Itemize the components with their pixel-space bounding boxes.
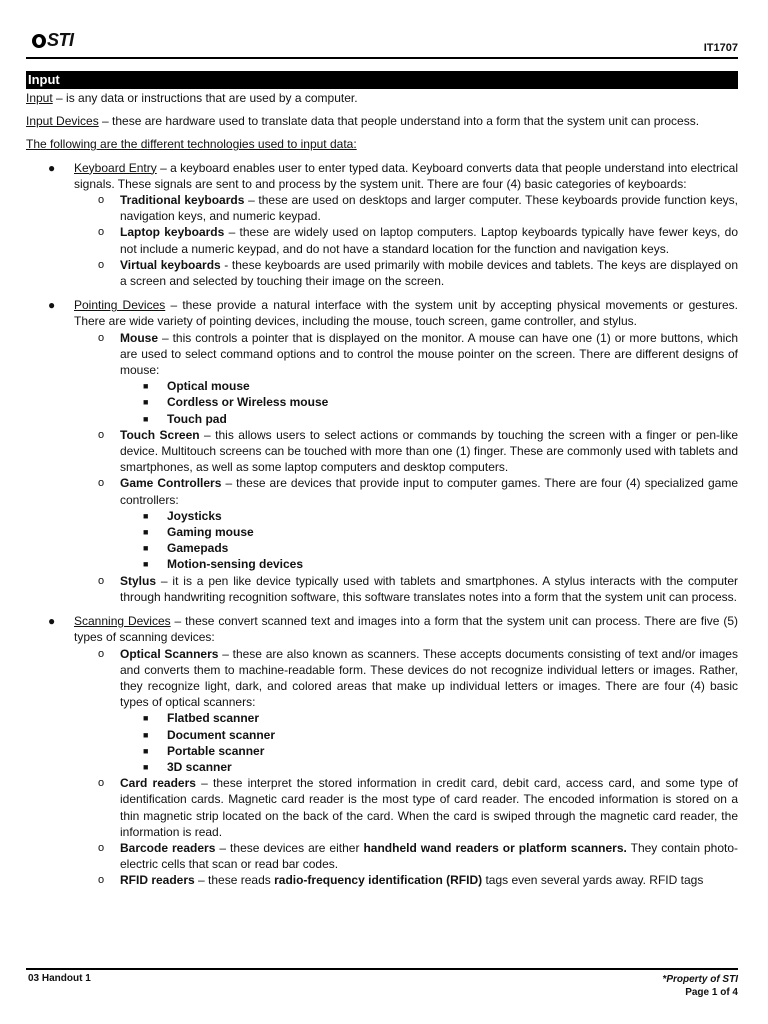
sub-item-card-readers: o Card readers – these interpret the stored information in credit card, debit card, access card, and some type of identification cards. Magnetic card reader is the most type of card reader. The encoded information is stored on a thin magnetic strip located on the back of the card. When the card is swiped through the magnetic card reader, the information is read.	[98, 776, 739, 839]
handout-label: 03 Handout 1	[28, 973, 91, 984]
square-bullet-icon: ■	[143, 381, 149, 392]
square-bullet-icon: ■	[143, 729, 149, 740]
square-bullet-icon: ■	[143, 543, 149, 554]
section-title: Input	[26, 71, 738, 89]
input-devices-definition: Input Devices – these are hardware used to translate data that people understand into a form that the system unit can process.	[26, 114, 700, 129]
list-item: ■ Joysticks	[143, 508, 222, 523]
circle-bullet-icon: o	[98, 428, 105, 441]
square-bullet-icon: ■	[143, 761, 149, 772]
square-bullet-icon: ■	[143, 559, 149, 570]
sti-logo	[32, 30, 74, 51]
circle-bullet-icon: o	[98, 647, 105, 660]
bullet-scanning-devices: ● Scanning Devices – these convert scanned text and images into a form that the system unit can process. There are five (5) types of scanning devices:	[48, 614, 738, 645]
property-notice: *Property of STI	[662, 974, 738, 985]
circle-bullet-icon: o	[98, 194, 105, 207]
list-item: ■ Document scanner	[143, 727, 276, 742]
circle-bullet-icon: o	[98, 574, 105, 587]
square-bullet-icon: ■	[143, 413, 149, 424]
bullet-icon: ●	[48, 614, 56, 629]
course-code: IT1707	[703, 42, 738, 54]
sub-item-rfid-readers: o RFID readers – these reads radio-frequency identification (RFID) tags even several yards away. RFID tags	[98, 873, 704, 888]
sub-item-barcode-readers: o Barcode readers – these devices are either handheld wand readers or platform scanners. They contain photo-electric cells that scan or read bar codes.	[98, 840, 739, 872]
footer-right	[662, 973, 738, 999]
input-devices-term: Input Devices	[26, 114, 99, 129]
list-item: ■ Optical mouse	[143, 379, 250, 394]
bullet-keyboard-entry: ● Keyboard Entry – a keyboard enables user to enter typed data. Keyboard converts data that people understand into electrical signals. These signals are sent to and process by the system unit. There are four (4) basic categories of keyboards:	[48, 160, 739, 191]
input-term: Input	[26, 91, 53, 105]
square-bullet-icon: ■	[143, 397, 149, 408]
sub-item-laptop: o Laptop keyboards – these are widely used on laptop computers. Laptop keyboards typically have fewer keys, do not include a numeric keypad, and do not have a standard location for the function and navigation keys.	[98, 225, 738, 256]
header-divider	[26, 57, 738, 59]
bullet-pointing-devices: ● Pointing Devices – these provide a natural interface with the system unit by accepting physical movements or gestures. There are wide variety of pointing devices, including the mouse, touch screen, game controller, and stylus.	[48, 298, 738, 329]
circle-bullet-icon: o	[98, 477, 105, 490]
handout-page	[26, 0, 738, 1024]
page-header	[26, 28, 738, 58]
square-bullet-icon: ■	[143, 713, 149, 724]
circle-bullet-icon: o	[98, 777, 105, 790]
list-item: ■ Flatbed scanner	[143, 711, 260, 726]
intro-line: The following are the different technologies used to input data:	[26, 137, 357, 152]
sub-item-optical-scanners: o Optical Scanners – these are also known as scanners. These accepts documents consisting of text and/or images and converts them to machine-readable form. These devices do not recognize individual letters or images. Rather, they recognize light, dark, and colored areas that make up individual letters or images. There are four (4) basic types of optical scanners:	[98, 646, 738, 710]
sub-item-mouse: o Mouse – this controls a pointer that is displayed on the monitor. A mouse can have one (1) or more buttons, which are used to select command options and to control the mouse pointer on the screen. There are different designs of mouse:	[98, 330, 738, 378]
circle-bullet-icon: o	[98, 874, 105, 887]
sub-item-stylus: o Stylus – it is a pen like device typically used with tablets and smartphones. A stylus interacts with the computer through handwriting recognition software, this software translates notes into a form that the system unit can process.	[98, 573, 738, 604]
input-definition: Input – is any data or instructions that are used by a computer.	[26, 91, 358, 105]
list-item: ■ Motion-sensing devices	[143, 557, 304, 572]
sub-item-touch-screen: o Touch Screen – this allows users to select actions or commands by touching the screen with a finger or pen-like device. Multitouch screens can be touched with more than one (1) finger. These are commonly used with tablets and smartphones, as well as some laptop computers and desktop computers.	[98, 427, 739, 475]
logo-text: STI	[47, 30, 74, 50]
document-body	[26, 71, 738, 889]
footer-divider	[26, 968, 738, 970]
square-bullet-icon: ■	[143, 527, 149, 538]
page-number: Page 1 of 4	[685, 987, 738, 998]
circle-bullet-icon: o	[98, 226, 105, 239]
list-item: ■ Gaming mouse	[143, 525, 254, 540]
sub-item-virtual: o Virtual keyboards - these keyboards are used primarily with mobile devices and tablets. The keys are displayed on a screen and selected by touching their image on the screen.	[98, 257, 738, 289]
circle-bullet-icon: o	[98, 331, 105, 344]
square-bullet-icon: ■	[143, 510, 149, 521]
list-item: ■ 3D scanner	[143, 759, 232, 774]
bullet-icon: ●	[48, 160, 56, 175]
sub-item-traditional: o Traditional keyboards – these are used on desktops and larger computer. These keyboards provide function keys, navigation keys, and numeric keypad.	[98, 193, 738, 224]
bullet-icon: ●	[48, 298, 56, 313]
square-bullet-icon: ■	[143, 745, 149, 756]
list-item: ■ Cordless or Wireless mouse	[143, 395, 329, 410]
sti-logo-icon	[32, 34, 46, 48]
sub-item-game-controllers: o Game Controllers – these are devices that provide input to computer games. There are four (4) specialized game controllers:	[98, 476, 738, 507]
list-item: ■ Touch pad	[143, 411, 227, 426]
list-item: ■ Gamepads	[143, 541, 229, 556]
circle-bullet-icon: o	[98, 841, 105, 854]
list-item: ■ Portable scanner	[143, 743, 265, 758]
circle-bullet-icon: o	[98, 258, 105, 271]
